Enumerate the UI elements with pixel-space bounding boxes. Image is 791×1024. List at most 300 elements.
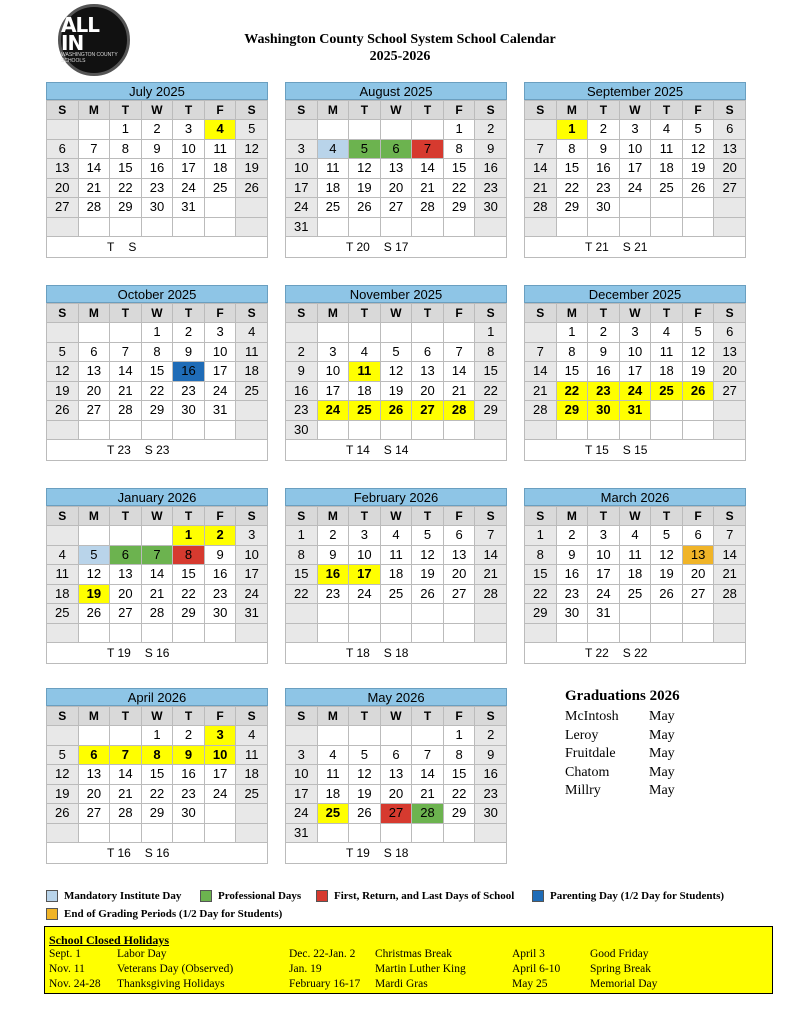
month-calendar (524, 82, 746, 258)
day-cell: 3 (204, 726, 236, 746)
day-cell: 26 (651, 584, 683, 604)
holidays-title: School Closed Holidays (49, 933, 170, 947)
holiday-name: Thanksgiving Holidays (117, 978, 225, 990)
weekday-header: T (110, 507, 142, 526)
month-title: April 2026 (46, 688, 268, 706)
month-table (46, 100, 268, 237)
empty-cell (349, 217, 381, 237)
day-cell: 15 (286, 565, 318, 585)
day-cell: 16 (173, 362, 205, 382)
legend-label: Professional Days (218, 890, 302, 902)
day-cell: 4 (236, 323, 268, 343)
day-cell: 12 (651, 545, 683, 565)
day-cell: 6 (714, 120, 746, 140)
month-table (285, 506, 507, 643)
empty-cell (682, 198, 714, 218)
weekday-header: W (380, 101, 412, 120)
day-cell: 19 (78, 584, 110, 604)
empty-cell (78, 323, 110, 343)
day-cell: 10 (204, 745, 236, 765)
day-cell: 11 (651, 139, 683, 159)
weekday-header: S (286, 101, 318, 120)
day-cell: 29 (173, 604, 205, 624)
day-cell: 29 (443, 804, 475, 824)
empty-cell (682, 623, 714, 643)
weekday-header: T (349, 507, 381, 526)
empty-cell (78, 623, 110, 643)
day-cell: 28 (412, 804, 444, 824)
weekday-header: S (236, 707, 268, 726)
day-cell: 19 (47, 381, 79, 401)
day-cell: 14 (443, 362, 475, 382)
day-cell: 1 (141, 726, 173, 746)
empty-cell (141, 623, 173, 643)
month-calendar (524, 285, 746, 461)
empty-cell (619, 217, 651, 237)
day-cell: 29 (443, 198, 475, 218)
holiday-date: Nov. 11 (49, 963, 85, 975)
day-cell: 10 (619, 139, 651, 159)
day-cell: 10 (286, 159, 318, 179)
day-cell: 30 (173, 804, 205, 824)
teacher-days-count: T (107, 240, 115, 254)
empty-cell (412, 623, 444, 643)
day-cell: 3 (619, 120, 651, 140)
day-cell: 13 (412, 362, 444, 382)
empty-cell (236, 420, 268, 440)
day-cell: 4 (204, 120, 236, 140)
empty-cell (714, 198, 746, 218)
day-cell: 26 (682, 178, 714, 198)
day-cell: 31 (173, 198, 205, 218)
day-cell: 27 (78, 804, 110, 824)
weekday-header: T (651, 101, 683, 120)
day-cell: 7 (475, 526, 507, 546)
empty-cell (47, 217, 79, 237)
day-cell: 2 (556, 526, 588, 546)
month-footer (46, 643, 268, 664)
day-cell: 10 (619, 342, 651, 362)
empty-cell (412, 120, 444, 140)
day-cell: 1 (110, 120, 142, 140)
day-cell: 30 (286, 420, 318, 440)
empty-cell (78, 726, 110, 746)
empty-cell (525, 623, 557, 643)
day-cell: 16 (588, 159, 620, 179)
day-cell: 17 (588, 565, 620, 585)
day-cell: 5 (349, 745, 381, 765)
day-cell: 8 (475, 342, 507, 362)
empty-cell (141, 823, 173, 843)
empty-cell (110, 526, 142, 546)
empty-cell (525, 120, 557, 140)
weekday-header: T (588, 304, 620, 323)
day-cell: 1 (556, 120, 588, 140)
day-cell: 12 (236, 139, 268, 159)
day-cell: 11 (47, 565, 79, 585)
holiday-name: Spring Break (590, 963, 652, 975)
day-cell: 27 (714, 381, 746, 401)
holiday-name: Mardi Gras (375, 978, 428, 990)
weekday-header: T (173, 304, 205, 323)
day-cell: 9 (588, 139, 620, 159)
page-title: Washington County School System School Calendar (244, 32, 556, 47)
day-cell: 16 (317, 565, 349, 585)
day-cell: 18 (236, 362, 268, 382)
day-cell: 4 (317, 139, 349, 159)
day-cell: 12 (47, 765, 79, 785)
empty-cell (204, 198, 236, 218)
empty-cell (619, 604, 651, 624)
day-cell: 16 (204, 565, 236, 585)
weekday-header: T (110, 101, 142, 120)
day-cell: 4 (236, 726, 268, 746)
day-cell: 22 (110, 178, 142, 198)
weekday-header: S (525, 304, 557, 323)
day-cell: 13 (110, 565, 142, 585)
weekday-header: S (236, 507, 268, 526)
day-cell: 2 (173, 726, 205, 746)
empty-cell (349, 420, 381, 440)
empty-cell (412, 420, 444, 440)
day-cell: 23 (173, 784, 205, 804)
empty-cell (714, 420, 746, 440)
day-cell: 1 (173, 526, 205, 546)
day-cell: 23 (317, 584, 349, 604)
page-subtitle: 2025-2026 (369, 49, 431, 64)
holiday-date: April 6-10 (512, 963, 561, 975)
day-cell: 19 (380, 381, 412, 401)
day-cell: 28 (525, 198, 557, 218)
day-cell: 8 (141, 745, 173, 765)
day-cell: 15 (475, 362, 507, 382)
day-cell: 17 (349, 565, 381, 585)
empty-cell (110, 726, 142, 746)
weekday-header: F (443, 304, 475, 323)
day-cell: 7 (525, 139, 557, 159)
month-footer (524, 643, 746, 664)
day-cell: 2 (204, 526, 236, 546)
day-cell: 4 (317, 745, 349, 765)
graduation-month: May (649, 746, 675, 761)
day-cell: 1 (286, 526, 318, 546)
empty-cell (412, 604, 444, 624)
empty-cell (110, 823, 142, 843)
weekday-header: T (110, 304, 142, 323)
day-cell: 8 (525, 545, 557, 565)
weekday-header: M (317, 707, 349, 726)
day-cell: 26 (236, 178, 268, 198)
weekday-header: T (349, 304, 381, 323)
day-cell: 11 (349, 362, 381, 382)
weekday-header: W (141, 707, 173, 726)
day-cell: 14 (475, 545, 507, 565)
empty-cell (110, 420, 142, 440)
day-cell: 28 (412, 198, 444, 218)
day-cell: 9 (141, 139, 173, 159)
day-cell: 15 (525, 565, 557, 585)
weekday-header: W (619, 304, 651, 323)
empty-cell (286, 623, 318, 643)
day-cell: 3 (619, 323, 651, 343)
empty-cell (619, 420, 651, 440)
day-cell: 14 (714, 545, 746, 565)
empty-cell (714, 217, 746, 237)
month-table (285, 100, 507, 237)
day-cell: 12 (412, 545, 444, 565)
month-table (285, 706, 507, 843)
empty-cell (317, 420, 349, 440)
empty-cell (47, 823, 79, 843)
day-cell: 9 (317, 545, 349, 565)
empty-cell (141, 526, 173, 546)
day-cell: 5 (47, 745, 79, 765)
day-cell: 20 (443, 565, 475, 585)
legend-label: First, Return, and Last Days of School (334, 890, 515, 902)
empty-cell (317, 323, 349, 343)
day-cell: 7 (443, 342, 475, 362)
empty-cell (349, 604, 381, 624)
empty-cell (204, 823, 236, 843)
day-cell: 12 (682, 139, 714, 159)
weekday-header: W (380, 507, 412, 526)
day-cell: 30 (588, 401, 620, 421)
day-cell: 25 (236, 381, 268, 401)
student-days-count: S 23 (144, 443, 170, 457)
day-cell: 14 (78, 159, 110, 179)
empty-cell (443, 604, 475, 624)
holiday-name: Labor Day (117, 948, 167, 960)
month-title: May 2026 (285, 688, 507, 706)
month-footer (524, 440, 746, 461)
day-cell: 12 (349, 765, 381, 785)
day-cell: 25 (236, 784, 268, 804)
day-cell: 19 (651, 565, 683, 585)
day-cell: 22 (525, 584, 557, 604)
weekday-header: M (317, 101, 349, 120)
day-cell: 13 (78, 362, 110, 382)
month-title: July 2025 (46, 82, 268, 100)
day-cell: 26 (380, 401, 412, 421)
day-cell: 21 (525, 178, 557, 198)
empty-cell (47, 726, 79, 746)
day-cell: 29 (110, 198, 142, 218)
weekday-header: M (556, 101, 588, 120)
empty-cell (475, 420, 507, 440)
empty-cell (588, 623, 620, 643)
day-cell: 23 (475, 784, 507, 804)
day-cell: 26 (47, 804, 79, 824)
legend-item (46, 908, 282, 920)
empty-cell (475, 823, 507, 843)
legend-label: Mandatory Institute Day (64, 890, 182, 902)
empty-cell (47, 526, 79, 546)
empty-cell (651, 198, 683, 218)
day-cell: 10 (236, 545, 268, 565)
empty-cell (651, 604, 683, 624)
weekday-header: S (47, 304, 79, 323)
empty-cell (443, 823, 475, 843)
day-cell: 12 (47, 362, 79, 382)
month-footer (285, 643, 507, 664)
month-calendar (46, 688, 268, 864)
day-cell: 1 (141, 323, 173, 343)
weekday-header: S (475, 101, 507, 120)
day-cell: 4 (47, 545, 79, 565)
graduations-title: Graduations 2026 (565, 688, 680, 704)
day-cell: 11 (236, 745, 268, 765)
day-cell: 25 (651, 381, 683, 401)
weekday-header: M (317, 304, 349, 323)
day-cell: 3 (317, 342, 349, 362)
weekday-header: F (204, 304, 236, 323)
day-cell: 14 (141, 565, 173, 585)
empty-cell (204, 217, 236, 237)
day-cell: 26 (47, 401, 79, 421)
teacher-days-count: T 19 (107, 646, 131, 660)
day-cell: 22 (443, 178, 475, 198)
empty-cell (317, 623, 349, 643)
day-cell: 21 (714, 565, 746, 585)
empty-cell (412, 217, 444, 237)
weekday-header: T (173, 507, 205, 526)
day-cell: 2 (588, 120, 620, 140)
empty-cell (380, 120, 412, 140)
month-table (524, 100, 746, 237)
day-cell: 15 (443, 765, 475, 785)
day-cell: 23 (475, 178, 507, 198)
month-calendar (46, 488, 268, 664)
graduation-month: May (649, 709, 675, 724)
empty-cell (110, 217, 142, 237)
day-cell: 6 (380, 139, 412, 159)
day-cell: 29 (525, 604, 557, 624)
day-cell: 9 (286, 362, 318, 382)
day-cell: 1 (525, 526, 557, 546)
empty-cell (236, 198, 268, 218)
day-cell: 5 (380, 342, 412, 362)
day-cell: 10 (349, 545, 381, 565)
weekday-header: T (412, 507, 444, 526)
day-cell: 20 (110, 584, 142, 604)
student-days-count: S 18 (383, 646, 409, 660)
month-calendar (285, 488, 507, 664)
empty-cell (380, 623, 412, 643)
weekday-header: S (714, 101, 746, 120)
day-cell: 11 (317, 159, 349, 179)
weekday-header: S (236, 304, 268, 323)
month-calendar (46, 285, 268, 461)
day-cell: 6 (110, 545, 142, 565)
day-cell: 24 (619, 381, 651, 401)
weekday-header: S (47, 507, 79, 526)
day-cell: 31 (286, 217, 318, 237)
day-cell: 5 (651, 526, 683, 546)
graduation-row (565, 783, 680, 802)
empty-cell (78, 823, 110, 843)
day-cell: 23 (588, 178, 620, 198)
empty-cell (556, 623, 588, 643)
day-cell: 26 (412, 584, 444, 604)
holiday-date: February 16-17 (289, 978, 361, 990)
month-title: September 2025 (524, 82, 746, 100)
holiday-name: Memorial Day (590, 978, 658, 990)
day-cell: 28 (475, 584, 507, 604)
weekday-header: T (349, 707, 381, 726)
month-footer (285, 843, 507, 864)
day-cell: 7 (525, 342, 557, 362)
teacher-days-count: T 19 (346, 846, 370, 860)
weekday-header: F (204, 101, 236, 120)
day-cell: 7 (412, 139, 444, 159)
month-title: December 2025 (524, 285, 746, 303)
day-cell: 5 (47, 342, 79, 362)
day-cell: 23 (141, 178, 173, 198)
day-cell: 17 (286, 784, 318, 804)
teacher-days-count: T 21 (585, 240, 609, 254)
day-cell: 21 (110, 784, 142, 804)
day-cell: 4 (651, 120, 683, 140)
weekday-header: S (525, 101, 557, 120)
teacher-days-count: T 15 (585, 443, 609, 457)
month-title: February 2026 (285, 488, 507, 506)
empty-cell (236, 623, 268, 643)
empty-cell (556, 217, 588, 237)
empty-cell (380, 604, 412, 624)
holiday-name: Christmas Break (375, 948, 452, 960)
day-cell: 5 (682, 120, 714, 140)
empty-cell (349, 120, 381, 140)
day-cell: 5 (349, 139, 381, 159)
day-cell: 16 (475, 765, 507, 785)
weekday-header: S (714, 304, 746, 323)
day-cell: 22 (173, 584, 205, 604)
day-cell: 15 (141, 765, 173, 785)
day-cell: 6 (682, 526, 714, 546)
empty-cell (412, 323, 444, 343)
day-cell: 13 (714, 342, 746, 362)
empty-cell (525, 217, 557, 237)
day-cell: 8 (141, 342, 173, 362)
day-cell: 11 (236, 342, 268, 362)
month-table (46, 706, 268, 843)
empty-cell (443, 323, 475, 343)
day-cell: 13 (78, 765, 110, 785)
day-cell: 27 (380, 198, 412, 218)
day-cell: 18 (380, 565, 412, 585)
graduations-box (565, 688, 680, 802)
month-calendar (46, 82, 268, 258)
day-cell: 7 (78, 139, 110, 159)
empty-cell (78, 120, 110, 140)
day-cell: 6 (78, 342, 110, 362)
day-cell: 17 (236, 565, 268, 585)
teacher-days-count: T 16 (107, 846, 131, 860)
day-cell: 2 (317, 526, 349, 546)
day-cell: 16 (556, 565, 588, 585)
day-cell: 31 (286, 823, 318, 843)
day-cell: 22 (556, 381, 588, 401)
day-cell: 29 (141, 401, 173, 421)
day-cell: 3 (204, 323, 236, 343)
empty-cell (204, 804, 236, 824)
legend-item (532, 890, 724, 902)
day-cell: 24 (236, 584, 268, 604)
empty-cell (443, 217, 475, 237)
day-cell: 9 (173, 342, 205, 362)
weekday-header: T (349, 101, 381, 120)
month-title: August 2025 (285, 82, 507, 100)
